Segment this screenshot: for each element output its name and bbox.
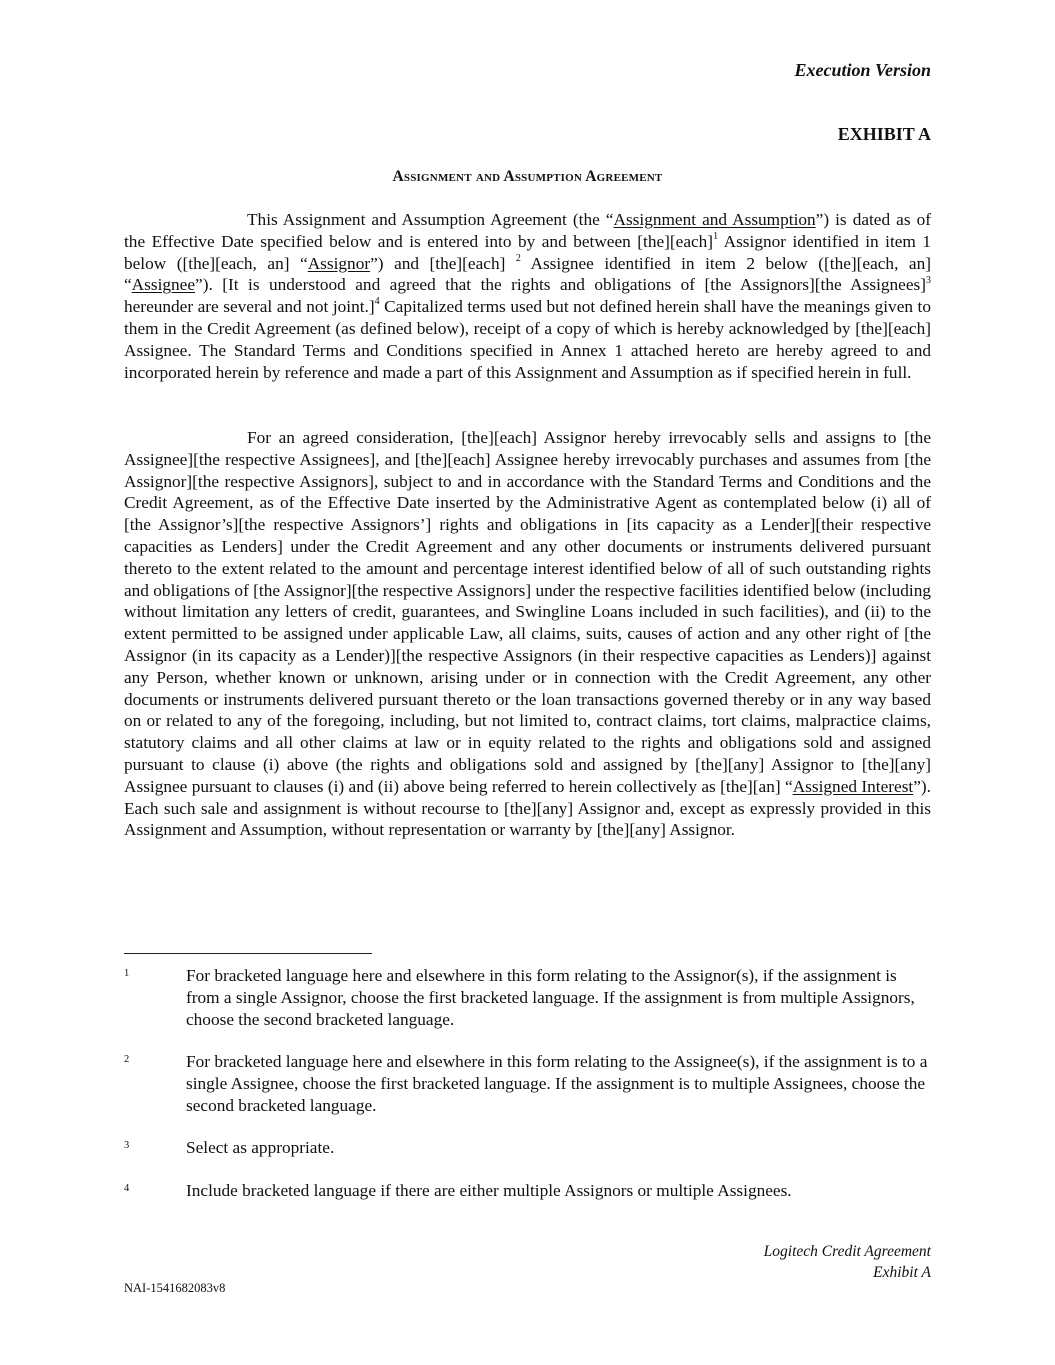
document-id: NAI-1541682083v8 [124, 1281, 226, 1295]
footnote-ref-2: 2 [515, 252, 521, 264]
footnote-number: 4 [124, 1183, 130, 1194]
p1-text-6: ”). [It is understood and agreed that the rights and obligations of [the Assignors][the Assignees] [195, 275, 926, 295]
paragraph-2 [124, 427, 931, 841]
footnote-text: For bracketed language here and elsewhere in this form relating to the Assignee(s), if the assignment is to a single Assignee, choose the first bracketed language. If the assignment is to multiple Assignees, choose the second bracketed language. [186, 1052, 928, 1115]
page-footer [764, 1241, 931, 1283]
footnote-ref-3: 3 [926, 274, 931, 286]
footnote-number: 2 [124, 1054, 130, 1065]
p1-text-4: ”) and [the][each] [370, 253, 516, 273]
execution-version-label: Execution Version [794, 60, 931, 80]
footnote-text: Select as appropriate. [186, 1138, 335, 1157]
p2-text-2: ”). Each such sale and assignment is without recourse to [the][any] Assignor and, except as expressly provided in this Assignment and Assumption, without representation or warranty by [the][any] Assignor. [124, 776, 931, 840]
footnote-ref-1: 1 [713, 231, 719, 243]
footer-exhibit-label: Exhibit A [873, 1264, 931, 1281]
footnote-number: 3 [124, 1140, 130, 1151]
defined-term-assigned-interest: Assigned Interest [792, 776, 914, 796]
footnote-text: Include bracketed language if there are either multiple Assignors or multiple Assignees. [186, 1181, 792, 1200]
footnote-divider [124, 953, 372, 954]
p1-text-8: Capitalized terms used but not defined herein shall have the meanings given to them in the Credit Agreement (as defined below), receipt of a copy of which is hereby acknowledged by [the][each] Assignee. The Standard Terms and Conditions specified in Annex 1 attached hereto are hereby agreed to and incorporated herein by reference and made a part of this Assignment and Assumption as if specified herein in full. [124, 297, 931, 382]
document-title: Assignment and Assumption Agreement [392, 168, 663, 185]
footnote-ref-4: 4 [374, 296, 380, 308]
p1-text-1: This Assignment and Assumption Agreement (the “ [247, 210, 614, 229]
p1-text-7: hereunder are several and not joint.] [124, 297, 375, 317]
defined-term-assignor: Assignor [307, 253, 371, 273]
p2-text-1: For an agreed consideration, [the][each] Assignor hereby irrevocably sells and assigns to [the Assignee][the respective Assignees], and [the][each] Assignee hereby irrevocably purchases and assumes from [the Assignor][the respective Assignors], subject to and in accordance with the Standard Terms and Conditions and the Credit Agreement, as of the Effective Date inserted by the Administrative Agent as contemplated below (i) all of [the Assignor’s][the respective Assignors’] rights and obligations in [its capacity as a Lender][their respective capacities as Lenders] under the Credit Agreement and any other documents or instruments delivered pursuant thereto to the extent related to the amount and percentage interest identified below of all of such outstanding rights and obligations of [the Assignor][the respective Assignors] under the respective facilities identified below (including without limitation any letters of credit, guarantees, and Swingline Loans included in such facilities), and (ii) to the extent permitted to be assigned under applicable Law, all claims, suits, causes of action and any other right of [the Assignor (in its capacity as a Lender)][the respective Assignors (in their respective capacities as Lenders)] against any Person, whether known or unknown, arising under or in connection with the Credit Agreement, any other documents or instruments delivered pursuant thereto or the loan transactions governed thereby or in any way based on or related to any of the foregoing, including, but not limited to, contract claims, tort claims, malpractice claims, statutory claims and all other claims at law or in equity related to the rights and obligations sold and assigned pursuant to clause (i) above (the rights and obligations sold and assigned by [the][any] Assignor to [the][any] Assignee pursuant to clauses (i) and (ii) above being referred to herein collectively as [the][an] “ [124, 428, 931, 796]
footnote-number: 1 [124, 968, 130, 979]
exhibit-heading: EXHIBIT A [837, 124, 931, 144]
footer-agreement-name: Logitech Credit Agreement [763, 1243, 931, 1260]
defined-term-assignment-and-assumption: Assignment and Assumption [613, 210, 816, 229]
defined-term-assignee: Assignee [131, 275, 196, 295]
footnote-text: For bracketed language here and elsewhere in this form relating to the Assignor(s), if the assignment is from a single Assignor, choose the first bracketed language. If the assignment is from multiple Assignors, choose the second bracketed language. [186, 966, 915, 1029]
p1-text-2: ”) is dated as of the Effective Date specified below and is entered into by and between [the][each] [124, 210, 931, 251]
paragraph-1 [124, 209, 931, 383]
p1-text-5: Assignee identified in item 2 below ([the][each, an] “ [124, 253, 931, 295]
p1-text-3: Assignor identified in item 1 below ([the][each, an] “ [124, 231, 931, 273]
